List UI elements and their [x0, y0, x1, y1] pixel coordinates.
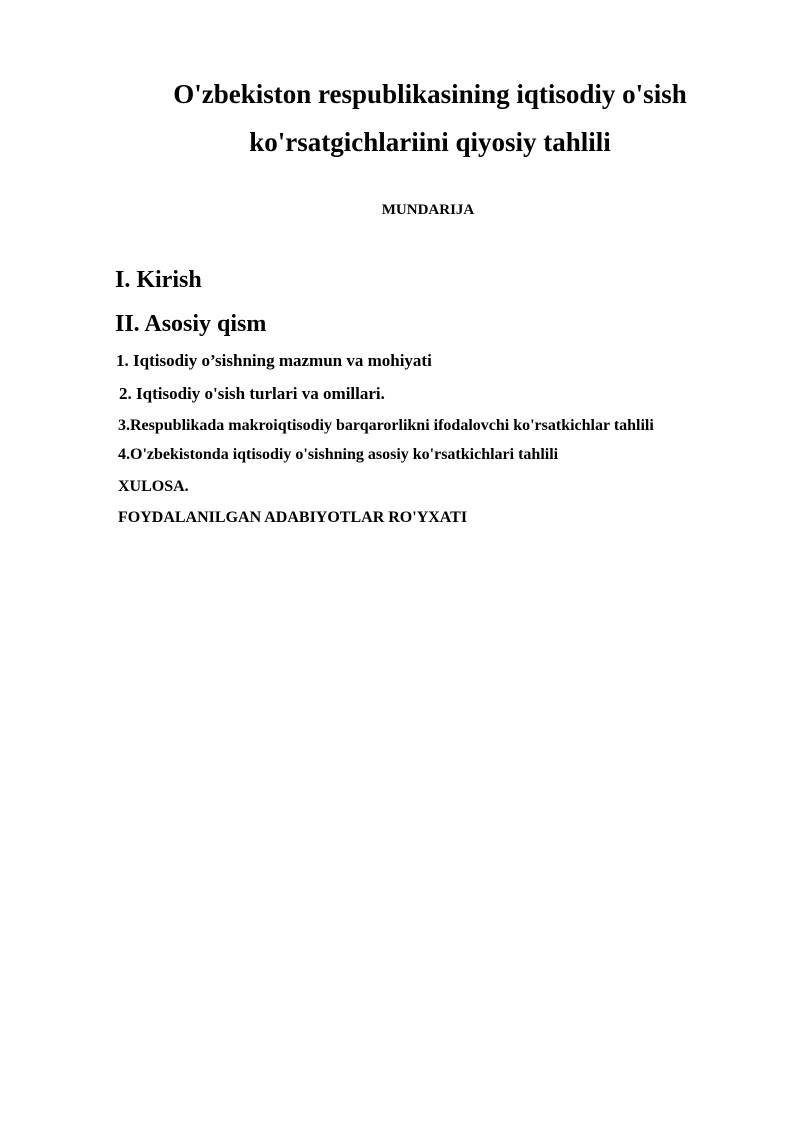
toc-item: 4.O'zbekistonda iqtisodiy o'sishning asosiy ko'rsatkichlari tahlili	[118, 446, 559, 463]
toc-item-references: FOYDALANILGAN ADABIYOTLAR RO'YXATI	[118, 509, 468, 526]
document-title-line-2: ko'rsatgichlariini qiyosiy tahlili	[249, 127, 611, 157]
toc-section-main-part: II. Asosiy qism	[115, 311, 267, 337]
toc-item: 3.Respublikada makroiqtisodiy barqarorlikni ifodalovchi ko'rsatkichlar tahlili	[118, 417, 654, 434]
toc-item-conclusion: XULOSA.	[118, 478, 189, 495]
table-of-contents-heading: MUNDARIJA	[381, 202, 475, 218]
toc-item: 2. Iqtisodiy o'sish turlari va omillari.	[119, 384, 385, 403]
document-title-line-1: O'zbekiston respublikasining iqtisodiy o'sish	[173, 79, 687, 109]
toc-item: 1. Iqtisodiy o’sishning mazmun va mohiyati	[116, 351, 432, 370]
toc-section-introduction: I. Kirish	[115, 267, 202, 293]
